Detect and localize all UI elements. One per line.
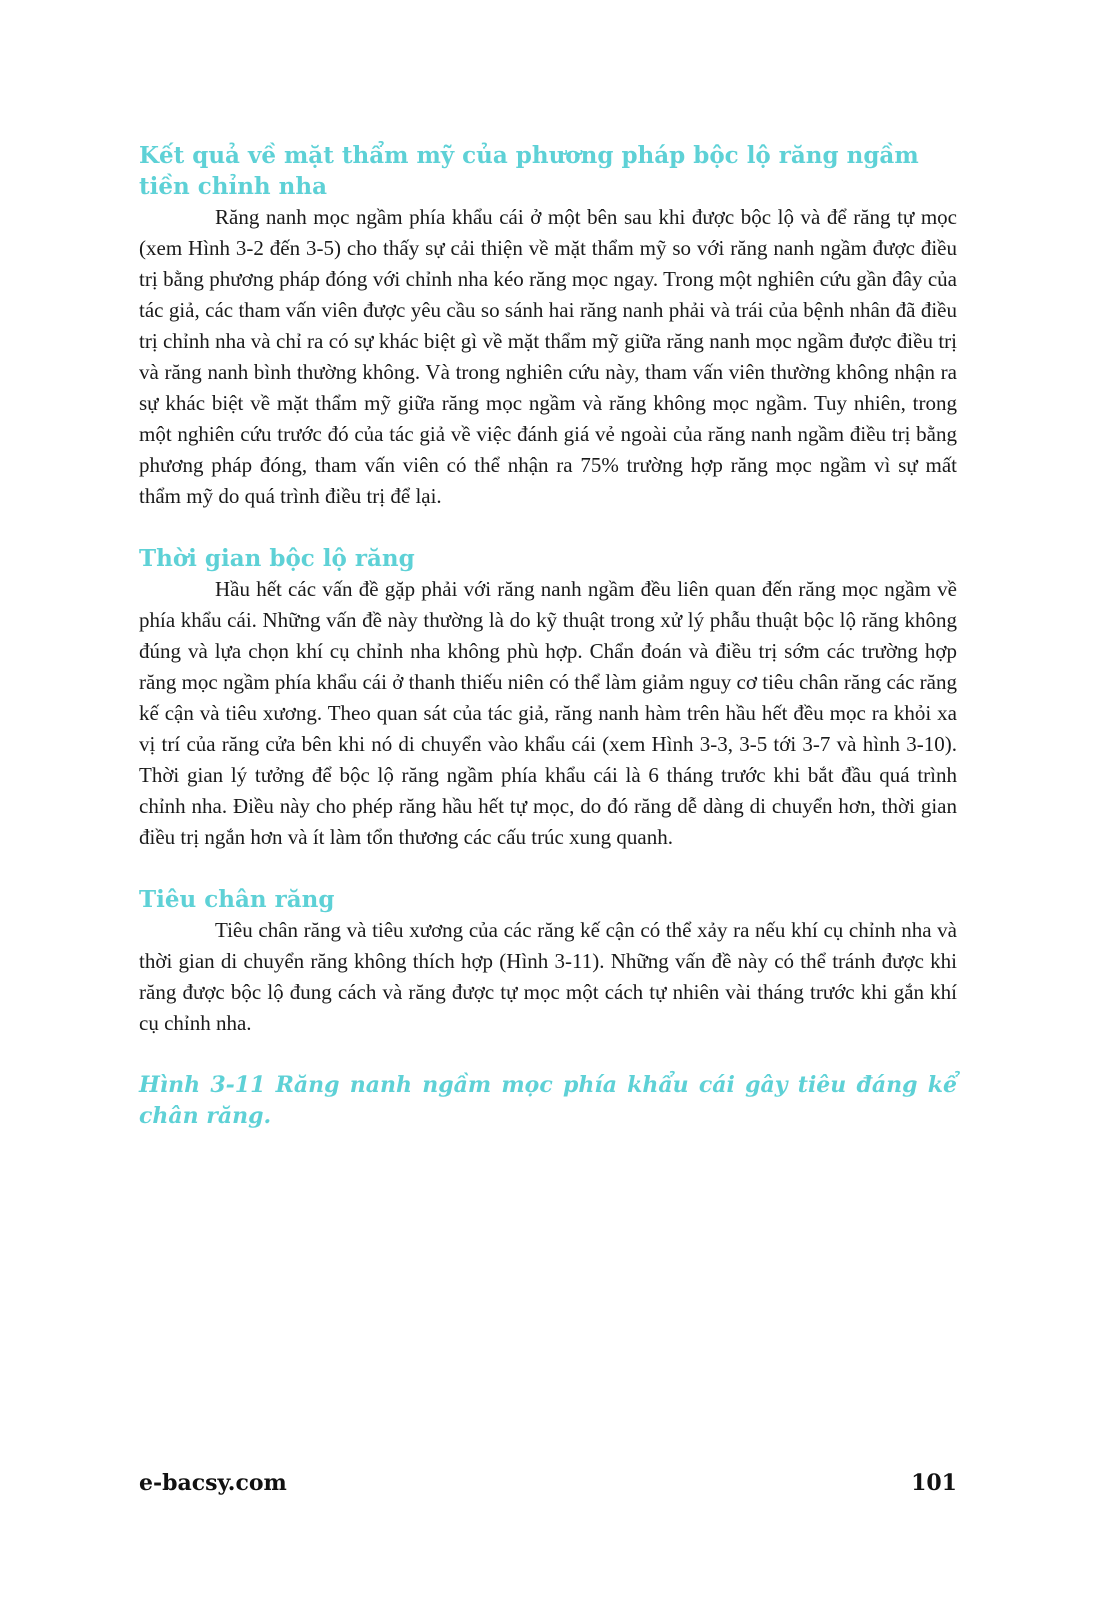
- page-number: 101: [911, 1470, 957, 1496]
- section-exposure-timing: [139, 543, 957, 853]
- section-body: Tiêu chân răng và tiêu xương của các răng kế cận có thể xảy ra nếu khí cụ chỉnh nha và thời gian di chuyển răng không thích hợp (Hình 3-11). Những vấn đề này có thể tránh được khi răng được bộc lộ đung cách và răng được tự mọc một cách tự nhiên vài tháng trước khi gắn khí cụ chỉnh nha.: [139, 918, 957, 1035]
- section-body: Răng nanh mọc ngầm phía khẩu cái ở một bên sau khi được bộc lộ và để răng tự mọc (xem Hình 3-2 đến 3-5) cho thấy sự cải thiện về mặt thẩm mỹ so với răng nanh ngầm được điều trị bằng phương pháp đóng với chỉnh nha kéo răng mọc ngay. Trong một nghiên cứu gần đây của tác giả, các tham vấn viên được yêu cầu so sánh hai răng nanh phải và trái của bệnh nhân đã điều trị chỉnh nha và chỉ ra có sự khác biệt gì về mặt thẩm mỹ giữa răng nanh mọc ngầm được điều trị và răng nanh bình thường không. Và trong nghiên cứu này, tham vấn viên thường không nhận ra sự khác biệt về mặt thẩm mỹ giữa răng mọc ngầm và răng không mọc ngầm. Tuy nhiên, trong một nghiên cứu trước đó của tác giả về việc đánh giá vẻ ngoài của răng nanh ngầm điều trị bằng phương pháp đóng, tham vấn viên có thể nhận ra 75% trường hợp răng mọc ngầm vì sự mất thẩm mỹ do quá trình điều trị để lại.: [139, 205, 957, 508]
- section-heading: Kết quả về mặt thẩm mỹ của phương pháp bộc lộ răng ngầm tiền chỉnh nha: [139, 142, 919, 200]
- figure-caption: Hình 3-11 Răng nanh ngầm mọc phía khẩu cái gây tiêu đáng kể chân răng.: [139, 1072, 957, 1129]
- section-aesthetics: [139, 140, 957, 512]
- page-footer: [139, 1470, 957, 1496]
- footer-site: e-bacsy.com: [139, 1470, 287, 1496]
- section-heading: Tiêu chân răng: [139, 886, 335, 913]
- section-root-resorption: [139, 884, 957, 1039]
- section-body: Hầu hết các vấn đề gặp phải với răng nanh ngầm đều liên quan đến răng mọc ngầm về phía khẩu cái. Những vấn đề này thường là do kỹ thuật trong xử lý phẫu thuật bộc lộ răng không đúng và lựa chọn khí cụ chỉnh nha không phù hợp. Chẩn đoán và điều trị sớm các trường hợp răng mọc ngầm phía khẩu cái ở thanh thiếu niên có thể làm giảm nguy cơ tiêu chân răng các răng kế cận và tiêu xương. Theo quan sát của tác giả, răng nanh hàm trên hầu hết đều mọc ra khỏi xa vị trí của răng cửa bên khi nó di chuyển vào khẩu cái (xem Hình 3-3, 3-5 tới 3-7 và hình 3-10). Thời gian lý tưởng để bộc lộ răng ngầm phía khẩu cái là 6 tháng trước khi bắt đầu quá trình chỉnh nha. Điều này cho phép răng hầu hết tự mọc, do đó răng dễ dàng di chuyển hơn, thời gian điều trị ngắn hơn và ít làm tổn thương các cấu trúc xung quanh.: [139, 577, 957, 849]
- page-content: [139, 140, 957, 1132]
- section-heading: Thời gian bộc lộ răng: [139, 545, 415, 572]
